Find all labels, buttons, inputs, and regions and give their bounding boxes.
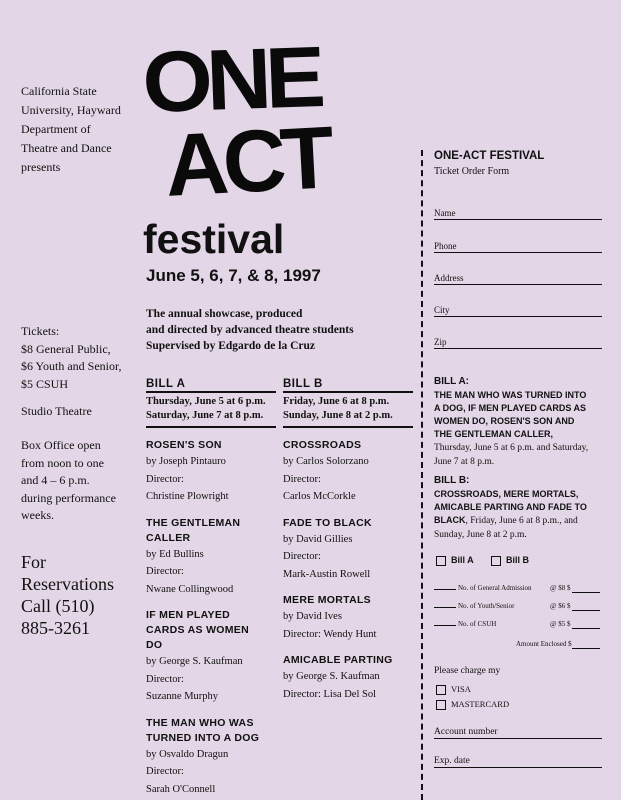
logo-festival: festival [143,216,285,262]
field-label: Exp. date [434,756,470,766]
reservations [21,551,141,639]
play-author: by George S. Kaufman [146,656,243,667]
form-bill-a-head: BILL A: [434,376,469,387]
play-title: TURNED INTO A DOG [146,731,260,744]
ticket-line: $5 CSUH [21,376,69,391]
bill-b-checkbox[interactable] [491,555,529,566]
bill-a-time: Thursday, June 5 at 6 p.m. [146,396,266,407]
checkbox-icon [436,556,446,566]
form-bill-b-when: , Friday, June 6 at 8 p.m., and [465,516,578,526]
play-director-label: Director: [146,473,184,485]
ticket-prices [21,323,141,393]
play-amicable-parting [283,653,413,703]
play-director: Sarah O'Connell [146,783,216,795]
price-value: @ $6 $ [550,602,571,610]
field-label: Name [434,208,456,218]
box-office-line: during performance [21,490,116,505]
play-author: by David Ives [283,611,342,622]
play-title: CROSSROADS [283,439,362,451]
play-director: Carlos McCorkle [283,491,356,502]
bill-a-times [146,391,276,428]
quantity-blank[interactable] [434,625,456,626]
field-label: Address [434,273,464,283]
play-crossroads [283,438,413,506]
bill-b [283,378,413,703]
play-man-turned-into-dog [146,716,276,799]
ticket-line: $6 Youth and Senior, [21,359,122,373]
tear-off-line [421,150,423,800]
bill-a-checkbox[interactable] [436,555,474,566]
general-admission-row[interactable] [434,584,609,596]
venue: Studio Theatre [21,404,92,418]
checkbox-icon [491,556,501,566]
city-field[interactable] [434,305,602,317]
checkbox-label: Bill A [451,555,474,565]
play-gentleman-caller [146,516,276,599]
reservation-line: Call (510) [21,596,95,616]
bill-b-time: Friday, June 6 at 8 p.m. [283,396,390,407]
festival-dates: June 5, 6, 7, & 8, 1997 [146,266,321,285]
checkbox-label: MASTERCARD [451,699,510,709]
play-title: IF MEN PLAYED [146,609,231,621]
form-bill-b-when: Sunday, June 8 at 2 p.m. [434,530,527,540]
box-office-line: weeks. [21,508,54,522]
price-label: No. of CSUH [458,620,497,628]
box-office-line: from noon to one [21,455,104,470]
total-blank[interactable] [572,610,600,611]
play-rosens-son [146,438,276,506]
form-subtitle: Ticket Order Form [434,166,510,177]
field-label: Account number [434,727,498,737]
phone-field[interactable] [434,241,602,253]
form-bill-b-plays: AMICABLE PARTING AND FADE TO [434,502,587,512]
play-author: by Carlos Solorzano [283,456,369,467]
play-director: Suzanne Murphy [146,691,219,702]
play-title: THE GENTLEMAN [146,516,241,529]
play-author: by Joseph Pintauro [146,456,226,467]
presenter-line: Theatre and Dance [21,141,112,155]
bill-b-title: BILL B [283,378,323,390]
charge-label: Please charge my [434,666,501,676]
quantity-blank[interactable] [434,607,456,608]
total-blank[interactable] [572,592,600,593]
amount-enclosed-label: Amount Enclosed $ [516,640,572,648]
form-title: ONE-ACT FESTIVAL [434,150,545,162]
box-office-line: Box Office open [21,438,101,452]
tagline-line: and directed by advanced theatre students [146,324,354,336]
play-title: THE MAN WHO WAS [146,716,254,729]
form-bill-a-plays: A DOG, IF MEN PLAYED CARDS AS [434,403,587,413]
play-author: by Ed Bullins [146,548,204,560]
play-director: Mark-Austin Rowell [283,568,371,580]
presenter-line: University, Hayward [21,103,121,117]
total-blank[interactable] [572,628,600,629]
play-title: ROSEN'S SON [146,439,222,451]
play-title: AMICABLE PARTING [283,654,393,666]
amount-enclosed-row[interactable] [434,640,609,652]
checkbox-icon [436,700,446,710]
price-label: No. of Youth/Senior [458,602,515,610]
price-label: No. of General Admission [458,584,532,592]
logo-one: ONE [140,29,322,131]
form-bill-a-plays: THE GENTLEMAN CALLER, [434,429,553,439]
quantity-blank[interactable] [434,589,456,590]
checkbox-icon [436,685,446,695]
field-label: City [434,305,450,315]
play-director-label: Director: [146,673,184,685]
checkbox-label: VISA [451,684,471,694]
bill-a-title: BILL A [146,378,186,390]
price-value: @ $8 $ [550,584,571,592]
name-field[interactable] [434,208,602,220]
tagline-line: Supervised by Edgardo de la Cruz [146,340,316,352]
form-bill-a-when: Thursday, June 5 at 6 p.m. and Saturday, [434,443,589,453]
ticket-line: $8 General Public, [21,341,111,356]
ticket-line: Tickets: [21,324,60,338]
form-bill-b-plays: CROSSROADS, MERE MORTALS, [434,489,579,499]
presenter-line: California State [21,84,97,98]
address-field[interactable] [434,273,602,285]
visa-checkbox[interactable] [436,684,471,695]
play-director: Director: Wendy Hunt [283,628,377,640]
play-title: FADE TO BLACK [283,516,372,529]
box-office-line: and 4 – 6 p.m. [21,473,90,487]
play-director-label: Director: [283,473,321,485]
presenter-line: presents [21,160,61,174]
form-bill-a-plays: WOMEN DO, ROSEN'S SON AND [434,416,575,426]
reservation-line: 885-3261 [21,618,90,638]
play-title: CARDS AS WOMEN [146,624,249,636]
zip-field[interactable] [434,337,602,349]
play-author: by David Gillies [283,533,353,545]
form-bill-b-head: BILL B: [434,475,470,486]
play-title: DO [146,639,163,651]
exp-date-field[interactable] [434,756,602,768]
form-bill-b-info [434,474,609,542]
tagline [146,306,416,354]
play-director: Director: Lisa Del Sol [283,688,377,700]
csuh-row[interactable] [434,620,609,632]
tagline-line: The annual showcase, produced [146,308,303,320]
field-label: Phone [434,241,457,251]
play-director-label: Director: [146,766,184,777]
play-fade-to-black [283,516,413,584]
form-bill-b-plays-last: BLACK [434,515,466,525]
play-mere-mortals [283,593,413,643]
form-bill-a-when: June 7 at 8 p.m. [434,457,495,467]
field-label: Zip [434,337,447,347]
bill-b-times [283,391,413,428]
play-if-men-played-cards [146,608,276,706]
bill-b-time: Sunday, June 8 at 2 p.m. [283,410,393,421]
play-director: Nwane Collingwood [146,583,234,595]
bill-a-time: Saturday, June 7 at 8 p.m. [146,410,264,421]
logo-act: ACT [162,107,331,215]
play-director: Christine Plowright [146,491,229,502]
account-number-field[interactable] [434,727,602,739]
presenter-line: Department of [21,122,91,136]
checkbox-label: Bill B [506,555,530,565]
form-bill-a-info [434,375,609,469]
amount-blank[interactable] [572,648,600,649]
box-office-hours [21,437,141,525]
bill-a [146,378,276,798]
presenter-block [21,82,131,177]
reservation-line: For [21,552,47,572]
youth-senior-row[interactable] [434,602,609,614]
price-value: @ $5 $ [550,620,571,628]
reservation-line: Reservations [21,574,114,594]
play-title: MERE MORTALS [283,594,371,606]
play-author: by Osvaldo Dragun [146,748,229,760]
play-author: by George S. Kaufman [283,671,380,682]
play-director-label: Director: [283,551,321,562]
mastercard-checkbox[interactable] [436,699,509,710]
play-director-label: Director: [146,566,184,577]
play-title: CALLER [146,531,191,544]
form-bill-a-plays: THE MAN WHO WAS TURNED INTO [434,390,587,400]
